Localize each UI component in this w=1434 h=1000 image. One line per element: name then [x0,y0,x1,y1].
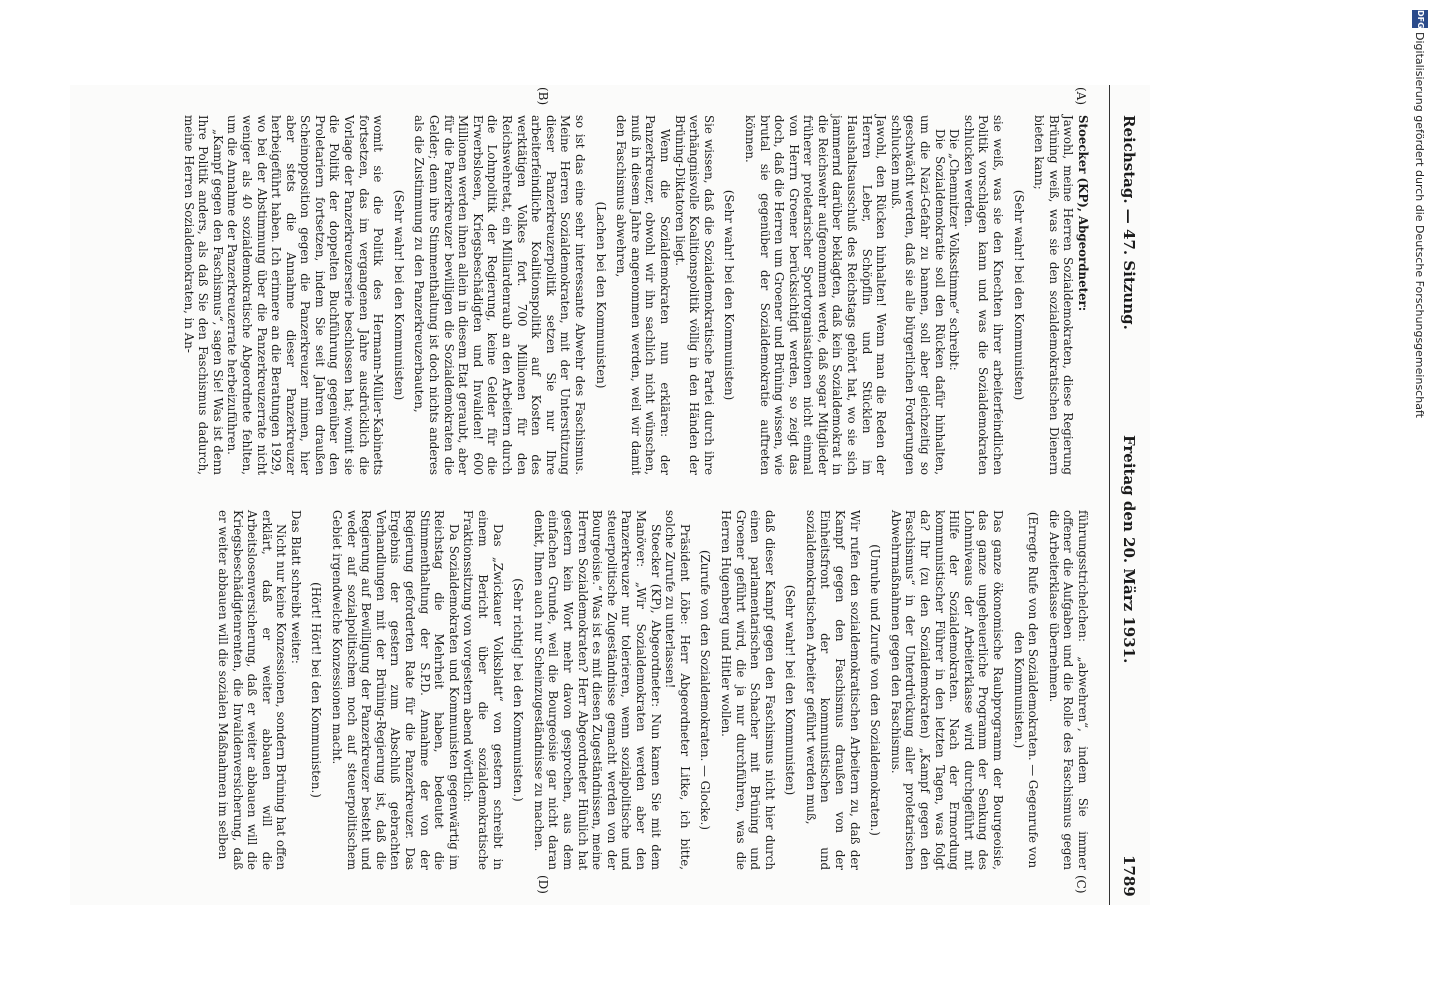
right-column-paragraph: Wir rufen den sozialdemokratischen Arbeitern zu, daß der Kampf gegen den Faschismus draußen von der Einheitsfront der kommunistischen und sozialdemokratischen Arbeiter geführt werden muß, [803,510,862,870]
left-column-paragraph: so ist das eine sehr interessante Abwehr des Faschismus. Meine Herren Sozialdemokraten, mit der Unterstützung dieser Panzerkreuzerpolitik setzen Sie nur Ihre arbeiterfeindliche Koalitionspolitik auf Kosten des werktätigen Volkes fort. 700 Millionen für den Reichswehretat, ein Milliardenraub an den Arbeitern durch die Lohnpolitik der Regierung, keine Gelder für die Erwerbslosen, Kriegsbeschädigten und Invaliden! 600 Millionen werden ihnen allein in diesem Etat geraubt, aber für die Panzerkreuzer bewilligen die Sozialdemokraten die Gelder; denn ihre Stimmenthaltung ist doch nichts anderes als die Zustimmung zu den Panzerkreuzerbauten, [412,115,587,475]
right-column-paragraph: (Zurufe von den Sozialdemokraten. — Glocke.) [698,549,713,831]
right-column-paragraph: Da Sozialdemokraten und Kommunisten gegenwärtig im Reichstag die Mehrheit haben, bedeutet die Stimmenthaltung der S.P.D. Annahme der von der Regierung geforderten Rate für die Panzerkreuzer. Das Ergebnis der gestern zum Abschluß gebrachten Verhandlungen mit der Brüning-Regierung ist, daß die Regierung auf Bewilligung der Panzerkreuzer besteht und weder auf sozialpolitischem noch auf steuerpolitischem Gebiet irgendwelche Konzessionen macht. [330,510,461,870]
right-column-paragraph: Präsident Löbe: Herr Abgeordneter Litke, ich bitte, solche Zurufe zu unterlassen! [663,510,692,870]
left-column-paragraph: (Lachen bei den Kommunisten) [593,201,608,389]
right-column-paragraph: führungsstrichelchen: „abwehren“, indem Sie immer offener die Aufgaben und die Rolle des Faschismus gegen die Arbeiterklasse übernehmen. [1046,510,1090,870]
left-column-paragraph: Wenn die Sozialdemokraten nun erklären: der Panzerkreuzer, obwohl wir ihn sachlich nicht wünschen, muß in diesem Jahre angenommen werden, weil wir damit den Faschismus abwehren, [614,115,672,475]
left-column-paragraph: sie weiß, was sie den Knechten ihrer arbeiterfeindlichen Politik vorschlagen kann und was die Sozialdemokraten schlucken werden. [961,115,1006,475]
right-column-paragraph: Das Blatt schreibt weiter: [288,510,303,664]
margin-mark-c: (C) [1074,875,1088,894]
digitization-credit: Digitalisierung gefördert durch die Deutsche Forschungsgemeinschaft [1413,32,1426,418]
text-column-left [181,115,1090,475]
left-column-paragraph: Jawohl, den Rücken hinhalten! Wenn man die Reden der Herren Leber, Schöpflin und Stücklen im Haushaltsausschuß des Reichstags gehört hat, wo sie sich jammernd darüber beklagten, daß kein Sozialdemokrat in die Reichswehr aufgenommen werde, daß sogar Mitglieder früherer proletarischer Sportorganisationen nicht einmal von Herrn Groener berücksichtigt werden, so zeigt das doch, daß die Herren um Groener und Brüning wissen, wie brutal sie gegenüber der Sozialdemokratie auftreten können. [742,115,889,475]
scanned-page [70,85,1150,905]
right-column-paragraph: (Unruhe und Zurufe von den Sozialdemokraten.) [868,544,883,836]
right-column-paragraph: (Sehr richtig! bei den Kommunisten.) [511,578,526,802]
right-column-paragraph: (Sehr wahr! bei den Kommunisten) [783,584,798,796]
right-column-paragraph: (Hört! Hört! bei den Kommunisten.) [309,582,324,798]
left-column-paragraph: Die „Chemnitzer Volksstimme“ schreibt: [947,129,962,371]
left-column-paragraph: Die Sozialdemokratie soll den Rücken dafür hinhalten, um die Nazi-Gefahr zu bannen, soll aber gleichzeitig so geschwächt werden, daß sie alle bürgerlichen Forderungen schlucken muß. [888,115,947,475]
rotated-page-content [70,85,1150,905]
right-column-paragraph: Nicht nur keine Konzessionen, sondern Brüning hat offen erklärt, daß er weiter abbauen will die Arbeitslosenversicherung, daß er weiter abbauen will die Kriegsbeschädigtenrenten, die Invalidenversicherung, daß er weiter abbauen will die sozialen Maßnahmen im selben [215,510,289,870]
right-column-paragraph: (Erregte Rufe von den Sozialdemokraten. — Gegenrufe von den Kommunisten.) [1011,511,1041,869]
left-column-paragraph: (Sehr wahr! bei den Kommunisten) [1011,189,1026,401]
margin-mark-d: (D) [536,875,550,894]
right-column-paragraph: Das „Zwickauer Volksblatt“ von gestern schreibt in einem Bericht über die sozialdemokratische Fraktionssitzung von vorgestern abend wörtlich: [461,510,505,870]
right-column-paragraph: daß dieser Kampf gegen den Faschismus nicht hier durch einen parlamentarischen Schacher mit Brüning und Groener geführt wird, die ja nur durchführen, was die Herren Hugenberg und Hitler wollen. [718,510,777,870]
page-number: 1789 [1120,855,1138,897]
margin-mark-b: (B) [536,87,550,106]
left-column-paragraph: womit sie die Politik des Hermann-Müller-Kabinetts fortsetzen, das im vergangenen Jahre ausdrücklich die Vorlage der Panzerkreuzerserie beschlossen hat; womit sie die Politik der doppelten Buchführung gegenüber den Proletariern fortsetzen, indem Sie seit Jahren draußen Scheinopposition gegen die Panzerkreuzer mimen, hier aber stets die Annahme dieser Panzerkreuzer herbeigeführt haben. Ich erinnere an die Beratungen 1929, wo bei der Abstimmung über die Panzerkreuzerrate nicht weniger als 40 sozialdemokratische Abgeordnete fehlten, um die Annahme der Panzerkreuzerrate herbeizuführen. [225,115,386,475]
header-session: Reichstag. — 47. Sitzung. [1120,115,1138,330]
dfg-credit-strip [1408,10,1430,700]
left-column-paragraph: Sie wissen, daß die Sozialdemokratische Partei durch ihre verhängnisvolle Koalitionspolitik völlig in den Händen der Brüning-Diktatoren liegt. [672,115,716,475]
text-column-right [215,510,1090,870]
header-date: Freitag den 20. März 1931. [1120,435,1138,664]
right-column-paragraph: Das ganze ökonomische Raubprogramm der Bourgeoisie, das ganze ungeheuerliche Programm der Senkung des Lohnniveaus der Arbeiterklasse wird durchgeführt mit Hilfe der Sozialdemokraten. Nach der Ermordung kommunistischer Führer in den letzten Tagen, was folgt da? Ihr (zu den Sozialdemokraten) „Kampf gegen den Faschismus“ in der Unterdrückung aller proletarischen Abwehrmaßnahmen gegen den Faschismus. [888,510,1006,870]
page-header [1109,85,1150,905]
left-column-paragraph: Stoecker (KP), Abgeordneter: [1076,115,1090,312]
right-column-paragraph: Stoecker (KP), Abgeordneter: Nun kamen Sie mit dem Manöver: „Wir Sozialdemokraten werden aber den Panzerkreuzer nur tolerieren, wenn sozialpolitische und steuerpolitische Zugeständnisse gemacht werden von der Bourgeoisie.“ Was ist es mit diesen Zugeständnissen, meine Herren Sozialdemokraten? Herr Abgeordneter Hünlich hat gestern kein Wort mehr davon gesprochen, aus dem einfachen Grunde, weil die Bourgeoisie gar nicht daran denkt, Ihnen auch nur Scheinzugeständnisse zu machen. [531,510,663,870]
left-column-paragraph: Jawohl, meine Herren Sozialdemokraten, diese Regierung Brüning weiß, was sie den sozialdemokratischen Dienern bieten kann; [1032,115,1076,475]
left-column-paragraph: (Sehr wahr! bei den Kommunisten) [391,189,406,401]
dfg-logo: DFG [1412,10,1428,28]
margin-mark-a: (A) [1074,87,1088,106]
left-column-paragraph: „Kampf gegen den Faschismus“, sagen Sie! Was ist denn Ihre Politik anders, als daß Sie den Faschismus dadurch, meine Herren Sozialdemokraten, in An- [181,115,225,475]
left-column-paragraph: (Sehr wahr! bei den Kommunisten) [722,189,737,401]
